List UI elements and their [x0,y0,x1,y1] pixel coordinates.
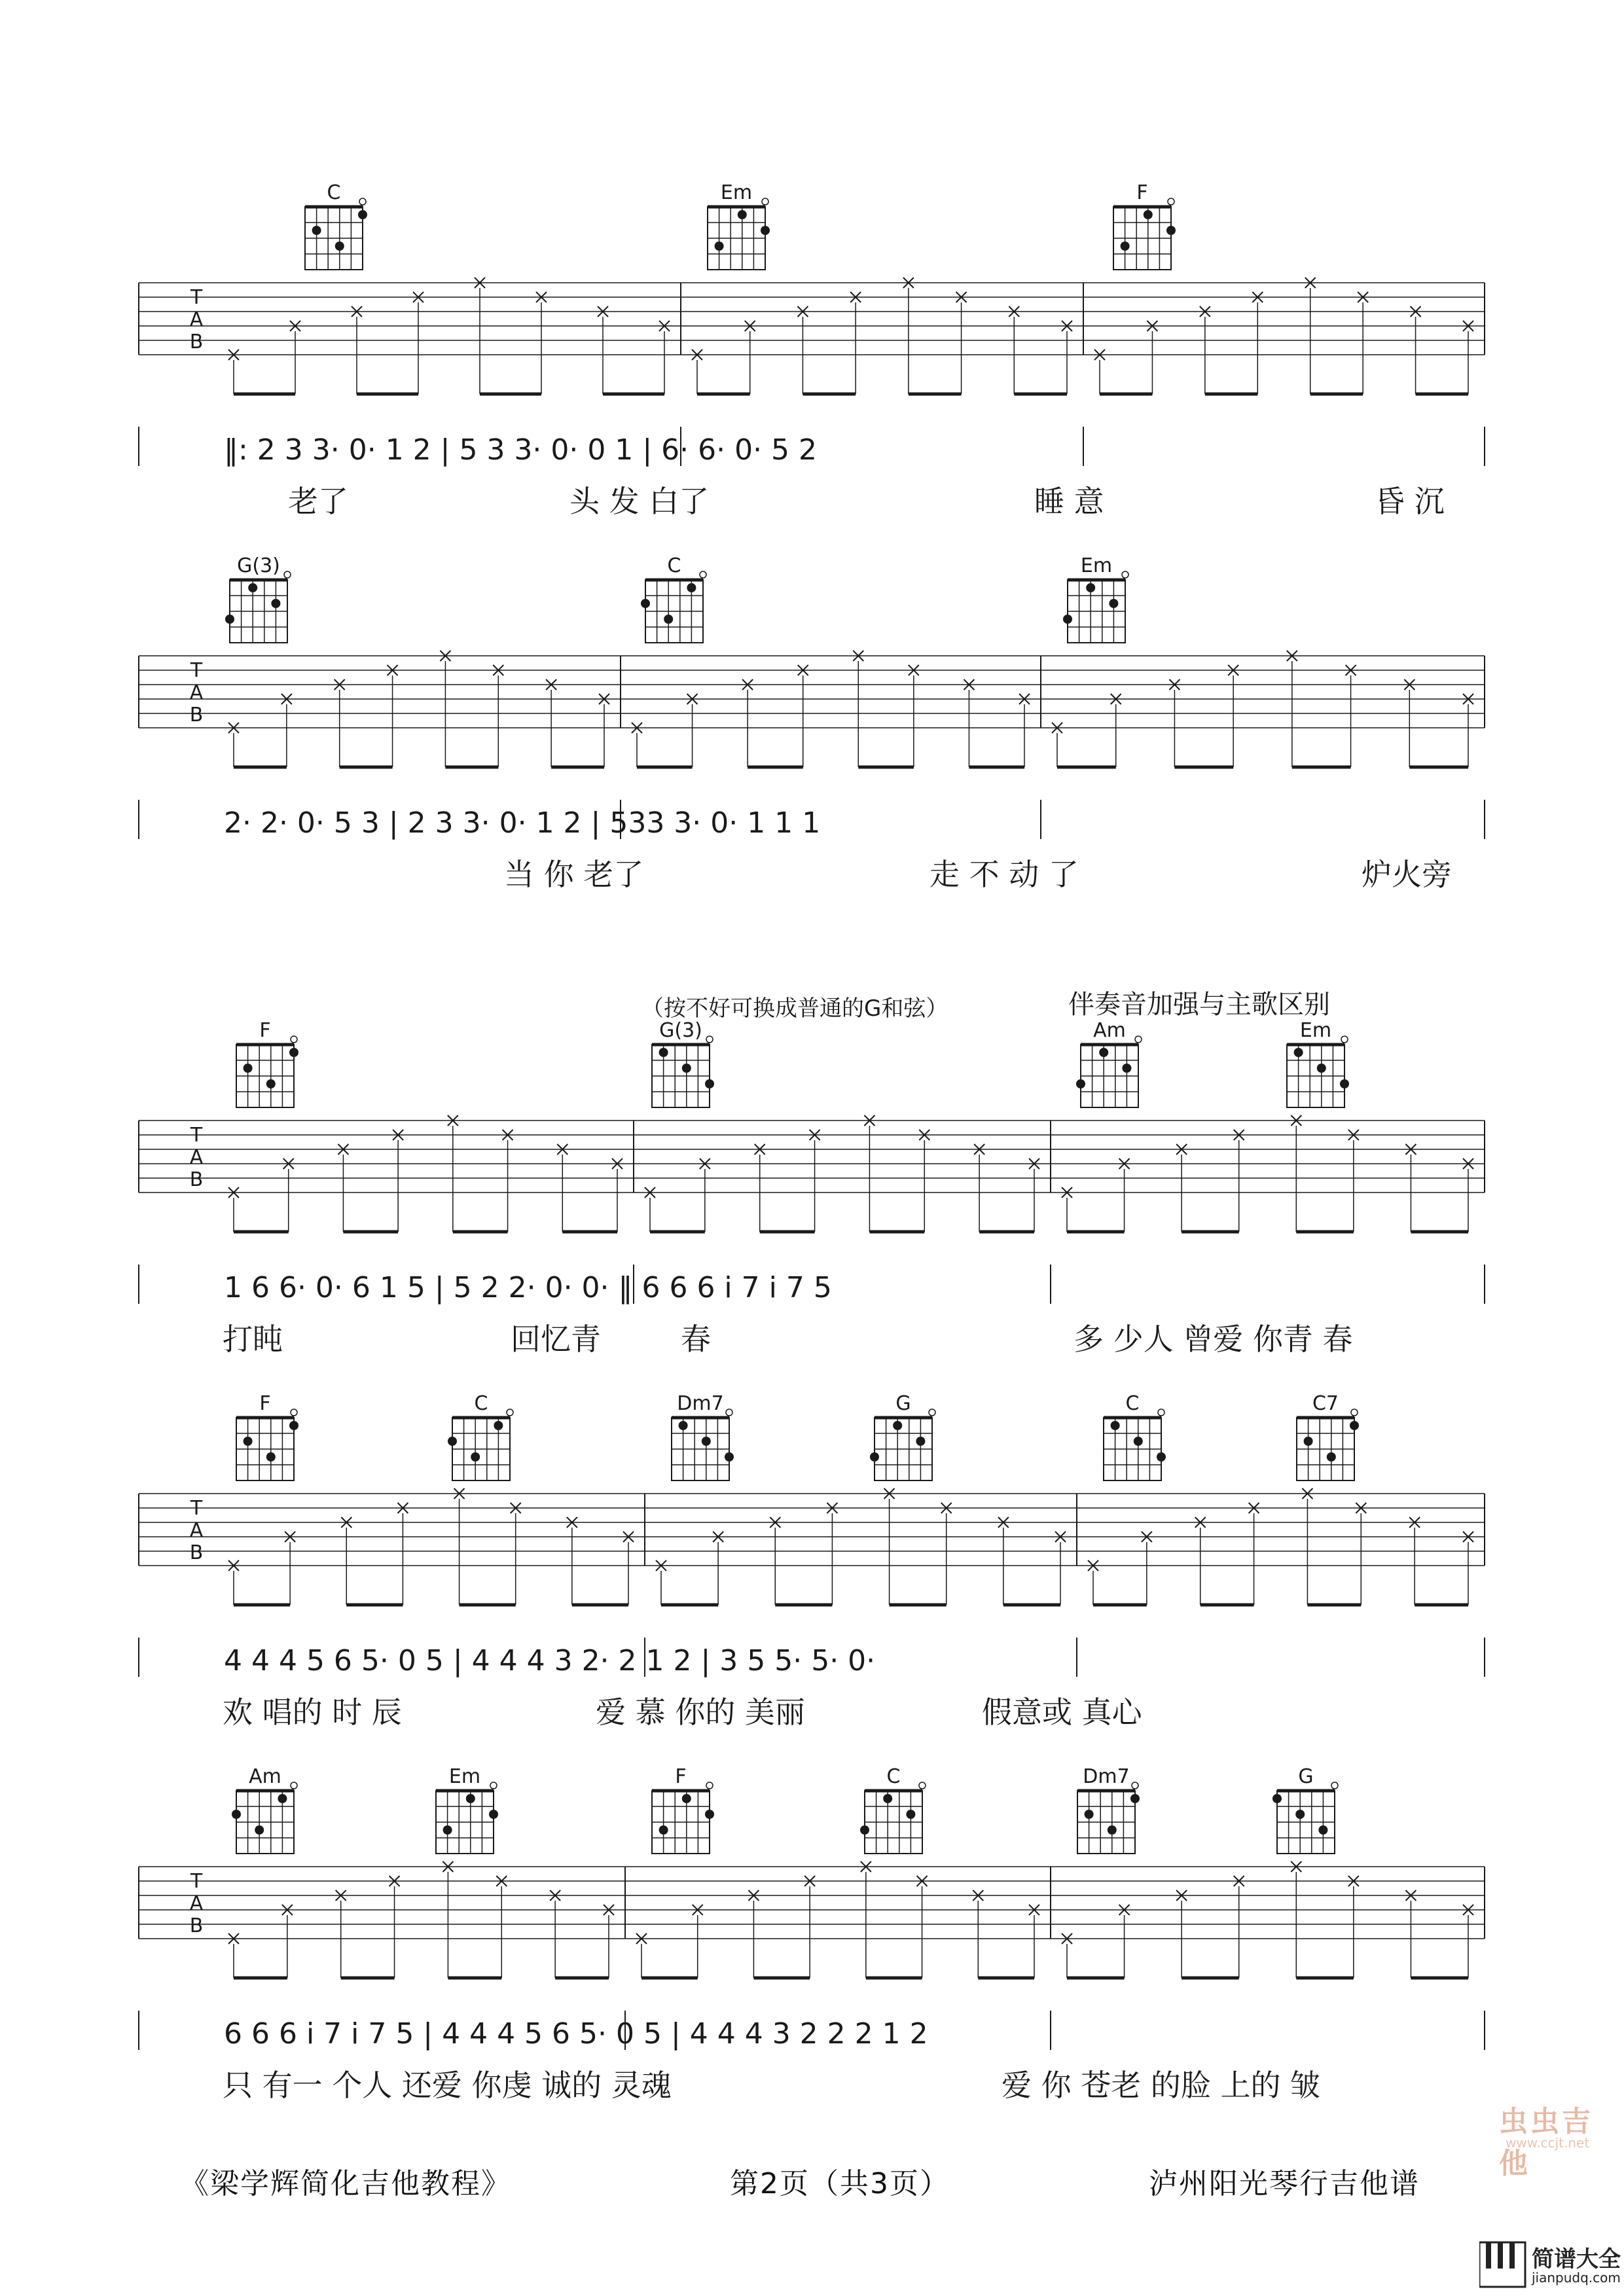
finger-dot [271,599,280,608]
open-string-mark [706,1036,713,1043]
chord-diagram [305,181,367,270]
chord-name: G [895,1392,911,1415]
lyric-line: 爱 慕 你的 美丽 [596,1695,805,1730]
open-string-mark [291,1036,297,1043]
chord-diagram [1287,1019,1349,1107]
chord-name: Em [1299,1019,1332,1042]
finger-dot [641,599,650,608]
finger-dot [266,1452,276,1462]
music-system [139,1392,1485,1730]
chord-diagram [708,181,770,270]
chord-name: Em [720,181,753,204]
finger-dot [860,1825,869,1835]
finger-dot [1109,599,1118,608]
chord-diagram [1113,181,1176,270]
watermark-url: www.ccjt.net [1506,2135,1590,2151]
finger-dot [289,1421,298,1430]
finger-dot [1111,1421,1120,1430]
tab-clef-letter: A [189,1892,204,1915]
tab-staff [139,1861,1485,1978]
chord-diagram [870,1392,935,1480]
lyric-line: 打盹 [223,1321,283,1357]
site-logo-text: 简谱大全 [1532,2246,1621,2272]
music-system [139,1765,1485,2103]
chord-diagram [1063,554,1128,643]
finger-dot [1304,1437,1313,1446]
finger-dot [1063,615,1072,624]
chord-diagram [1076,1019,1142,1107]
finger-dot [702,1437,711,1446]
lyric-line: 走 不 动 了 [929,857,1079,892]
open-string-mark [1132,1782,1138,1789]
chord-diagram [1297,1392,1359,1480]
open-string-mark [490,1782,497,1789]
numbered-notation: ‖: 2 3 3· 0· 1 2 | 5 3 3· 0· 0 1 | 6· 6· 0· 5 2 [224,433,818,467]
chord-name: C [1125,1392,1140,1415]
lyric-line: 睡 意 [1034,484,1104,519]
lyric-line: 只 有一 个人 还爱 你虔 诚的 灵魂 [223,2068,672,2103]
open-string-mark [291,1409,297,1416]
finger-dot [1157,1452,1166,1462]
lyric-line: 春 [681,1321,711,1357]
open-string-mark [1135,1036,1142,1043]
chord-diagram [1272,1765,1338,1854]
chord-diagram [652,1765,714,1854]
chord-name: F [675,1765,687,1788]
finger-dot [715,242,724,251]
site-logo-url: jianpudq.com [1532,2270,1621,2286]
finger-dot [266,1079,276,1088]
open-string-mark [726,1409,732,1416]
tab-staff [139,1488,1485,1605]
finger-dot [1317,1064,1326,1073]
chord-name: C7 [1312,1392,1339,1415]
tab-clef-letter: A [189,308,204,331]
finger-dot [1350,1421,1359,1430]
lyric-line: 炉火旁 [1362,857,1452,892]
finger-dot [687,583,696,592]
tab-clef-letter: B [189,1914,204,1937]
open-string-mark [1168,198,1174,205]
finger-dot [448,1437,457,1446]
lyric-line: 老了 [288,484,348,519]
tab-staff [139,278,1485,394]
finger-dot [471,1452,480,1462]
open-string-mark [706,1782,713,1789]
finger-dot [659,1825,668,1835]
finger-dot [335,242,344,251]
chord-diagram [436,1765,498,1854]
finger-dot [1108,1825,1117,1835]
open-string-mark [284,571,291,578]
finger-dot [1099,1048,1108,1057]
chord-name: F [259,1392,271,1415]
finger-dot [1130,1794,1140,1803]
finger-dot [682,1794,691,1803]
lyric-line: 爱 你 苍老 的脸 上的 皱 [1001,2068,1321,2103]
lyric-line: 头 发 白了 [569,484,710,519]
chord-name: Dm7 [1083,1765,1130,1788]
footer-shop-name: 泸州阳光琴行吉他谱 [1149,2167,1420,2200]
open-string-mark [700,571,706,578]
lyric-line: 昏 沉 [1375,484,1445,519]
finger-dot [312,226,321,235]
finger-dot [358,210,367,219]
chord-name: F [1136,181,1148,204]
chord-name: C [327,181,341,204]
finger-dot [1295,1810,1305,1819]
tab-staff [139,1115,1485,1232]
tab-clef-letter: A [189,681,204,704]
finger-dot [1340,1079,1349,1088]
lyric-line: 假意或 真心 [982,1695,1142,1730]
finger-dot [1134,1437,1143,1446]
tab-clef-letter: B [189,1541,204,1564]
finger-dot [1076,1079,1085,1088]
finger-dot [1327,1452,1336,1462]
finger-dot [725,1452,734,1462]
tab-clef-letter: T [190,1497,203,1520]
finger-dot [705,1810,714,1819]
chord-name: C [667,554,681,577]
finger-dot [225,615,234,624]
chord-name: Em [448,1765,481,1788]
finger-dot [466,1794,475,1803]
music-system [139,181,1485,519]
tab-clef-letter: T [190,659,203,682]
accompaniment-note: 伴奏音加强与主歌区别 [1068,990,1330,1020]
open-string-mark [291,1782,297,1789]
finger-dot [1086,583,1095,592]
watermark-logo: 虫虫吉他 [1499,2105,1593,2180]
tab-clef-letter: T [190,1870,203,1893]
finger-dot [244,1437,253,1446]
finger-dot [761,226,770,235]
finger-dot [1121,242,1130,251]
finger-dot [255,1825,264,1835]
finger-dot [232,1810,241,1819]
tab-clef-letter: B [189,331,204,353]
finger-dot [664,615,673,624]
chord-name: G(3) [237,554,280,577]
numbered-notation: 2· 2· 0· 5 3 | 2 3 3· 0· 1 2 | 533 3· 0· 1 1 1 [224,806,821,840]
finger-dot [289,1048,298,1057]
lyric-line: 欢 唱的 时 辰 [223,1695,402,1730]
finger-dot [248,583,257,592]
open-string-mark [359,198,366,205]
chord-name: Em [1080,554,1113,577]
open-string-mark [929,1409,935,1416]
finger-dot [738,210,747,219]
finger-dot [1294,1048,1303,1057]
music-system [139,554,1485,892]
chord-name: C [886,1765,901,1788]
open-string-mark [1331,1782,1338,1789]
finger-dot [1318,1825,1327,1835]
finger-dot [443,1825,452,1835]
finger-dot [916,1437,925,1446]
chord-diagram [225,554,291,643]
finger-dot [906,1810,915,1819]
finger-dot [883,1794,892,1803]
tab-clef-letter: B [189,1168,204,1191]
open-string-mark [919,1782,926,1789]
chord-diagram [236,1019,298,1107]
chord-diagram [236,1392,298,1480]
chord-diagram [1104,1392,1166,1480]
chord-name: C [474,1392,488,1415]
footer-book-title: 《梁学辉简化吉他教程》 [180,2167,511,2200]
tab-clef-letter: T [190,286,203,309]
numbered-notation: 4 4 4 5 6 5· 0 5 | 4 4 4 3 2· 2 1 2 | 3 5 5· 5· 0· [224,1644,876,1677]
chord-diagram [860,1765,926,1854]
chord-name: G [1298,1765,1314,1788]
chord-name: G(3) [659,1019,702,1042]
finger-dot [659,1048,668,1057]
finger-dot [244,1064,253,1073]
chord-diagram [448,1392,513,1480]
finger-dot [1272,1794,1282,1803]
lyric-line: 回忆青 [511,1321,601,1357]
open-string-mark [762,198,768,205]
finger-dot [1166,226,1176,235]
chord-name: Dm7 [677,1392,724,1415]
chord-diagram [652,1019,714,1107]
numbered-notation: 1 6 6· 0· 6 1 5 | 5 2 2· 0· 0· ‖ 6 6 6 i 7 i 7 5 [224,1271,832,1304]
open-string-mark [507,1409,513,1416]
tab-clef-letter: T [190,1124,203,1147]
finger-dot [705,1079,714,1088]
lyric-line: 当 你 老了 [504,857,644,892]
open-string-mark [1341,1036,1348,1043]
finger-dot [494,1421,503,1430]
finger-dot [893,1421,902,1430]
tab-staff [139,651,1485,767]
finger-dot [679,1421,688,1430]
finger-dot [1085,1810,1094,1819]
tab-clef-letter: A [189,1146,204,1169]
footer-page-number: 第2页（共3页） [730,2167,950,2200]
chord-diagram [641,554,706,643]
finger-dot [682,1064,691,1073]
chord-name: Am [249,1765,281,1788]
g3-alternative-note: （按不好可换成普通的G和弦） [641,996,948,1022]
chord-name: Am [1093,1019,1126,1042]
chord-diagram [1077,1765,1140,1854]
finger-dot [1122,1064,1131,1073]
finger-dot [1144,210,1153,219]
finger-dot [489,1810,498,1819]
chord-diagram [672,1392,734,1480]
open-string-mark [1158,1409,1164,1416]
finger-dot [278,1794,287,1803]
music-system [139,1019,1485,1357]
finger-dot [870,1452,879,1462]
numbered-notation: 6 6 6 i 7 i 7 5 | 4 4 4 5 6 5· 0 5 | 4 4 4 3 2 2 2 1 2 [224,2017,928,2051]
tab-clef-letter: A [189,1519,204,1542]
open-string-mark [1122,571,1128,578]
lyric-line: 多 少人 曾爱 你青 春 [1074,1321,1353,1357]
open-string-mark [1351,1409,1358,1416]
tab-clef-letter: B [189,704,204,726]
chord-diagram [232,1765,297,1854]
chord-name: F [259,1019,271,1042]
